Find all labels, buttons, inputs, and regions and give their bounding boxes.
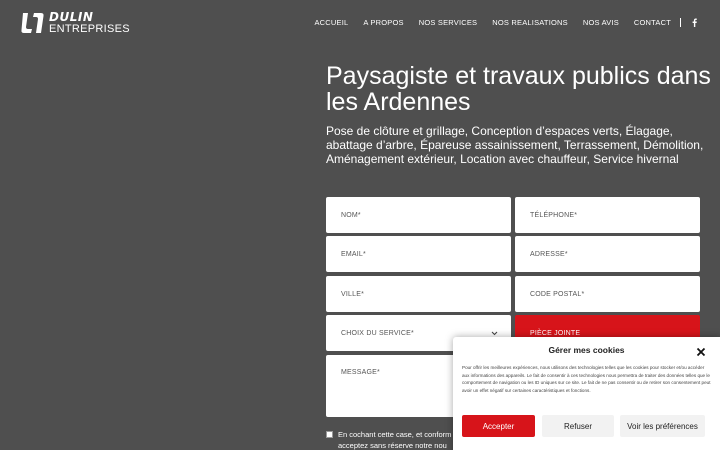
telephone-placeholder: TÉLÉPHONE* <box>530 211 578 219</box>
nav-divider <box>680 18 681 27</box>
preferences-button[interactable]: Voir les préférences <box>620 415 705 437</box>
refuse-button[interactable]: Refuser <box>542 415 614 437</box>
cookie-text: Pour offrir les meilleures expériences, nous utilisons des technologies telles que les cookies pour stocker et/ou accéder aux informations des appareils. Le fait de consentir à ces technologies nous permettra de traiter des données telles que le comportement de navigation ou les ID uniques sur ce site. Le fait de ne pas consentir ou de retirer son consentement peut avoir un effet négatif sur certaines caractéristiques et fonctions. <box>462 365 711 393</box>
consent-text: En cochant cette case, et conform acceptez sans réserve notre nou <box>338 430 452 450</box>
piece-jointe-label: PIÈCE JOINTE <box>530 329 581 337</box>
services-subtitle: Pose de clôture et grillage, Conception d’espaces verts, Élagage, abattage d’arbre, Épareuse assainissement, Terrassement, Démolition, Aménagement extérieur, Location avec chauffeur, Service hivernal <box>326 124 704 166</box>
nav-item-nos-realisations[interactable]: NOS REALISATIONS <box>492 17 568 27</box>
nav-item-contact[interactable]: CONTACT <box>633 17 671 27</box>
consent-checkbox[interactable] <box>326 431 333 438</box>
message-placeholder: MESSAGE* <box>341 369 380 376</box>
main-nav <box>299 17 698 27</box>
chevron-down-icon <box>491 331 498 336</box>
service-select-label: CHOIX DU SERVICE* <box>341 329 414 337</box>
code-postal-placeholder: CODE POSTAL* <box>530 290 585 298</box>
cookie-banner <box>453 337 720 450</box>
accept-button[interactable]: Accepter <box>462 415 535 437</box>
ville-field[interactable] <box>326 276 511 312</box>
logo-text <box>49 11 130 35</box>
site-logo[interactable] <box>20 11 130 35</box>
cookie-title: Gérer mes cookies <box>548 345 625 355</box>
nav-item-accueil[interactable]: ACCUEIL <box>314 17 349 27</box>
nom-field[interactable] <box>326 197 511 233</box>
ville-placeholder: VILLE* <box>341 290 364 298</box>
code-postal-field[interactable] <box>515 276 700 312</box>
nav-item-a-propos[interactable]: A PROPOS <box>363 17 404 27</box>
logo-subtitle: ENTREPRISES <box>49 23 130 35</box>
consent-row <box>326 429 466 450</box>
nav-item-nos-avis[interactable]: NOS AVIS <box>582 17 619 27</box>
logo-title: DULIN <box>49 10 94 24</box>
adresse-field[interactable] <box>515 236 700 272</box>
adresse-placeholder: ADRESSE* <box>530 250 568 258</box>
email-field[interactable] <box>326 236 511 272</box>
facebook-icon[interactable] <box>690 17 698 27</box>
nav-item-nos-services[interactable]: NOS SERVICES <box>418 17 478 27</box>
close-icon[interactable] <box>696 344 706 354</box>
email-placeholder: EMAIL* <box>341 250 366 258</box>
telephone-field[interactable] <box>515 197 700 233</box>
nom-placeholder: NOM* <box>341 211 361 219</box>
page-title: Paysagiste et travaux publics dans les Ardennes <box>326 62 711 116</box>
logo-mark-icon <box>20 12 44 34</box>
